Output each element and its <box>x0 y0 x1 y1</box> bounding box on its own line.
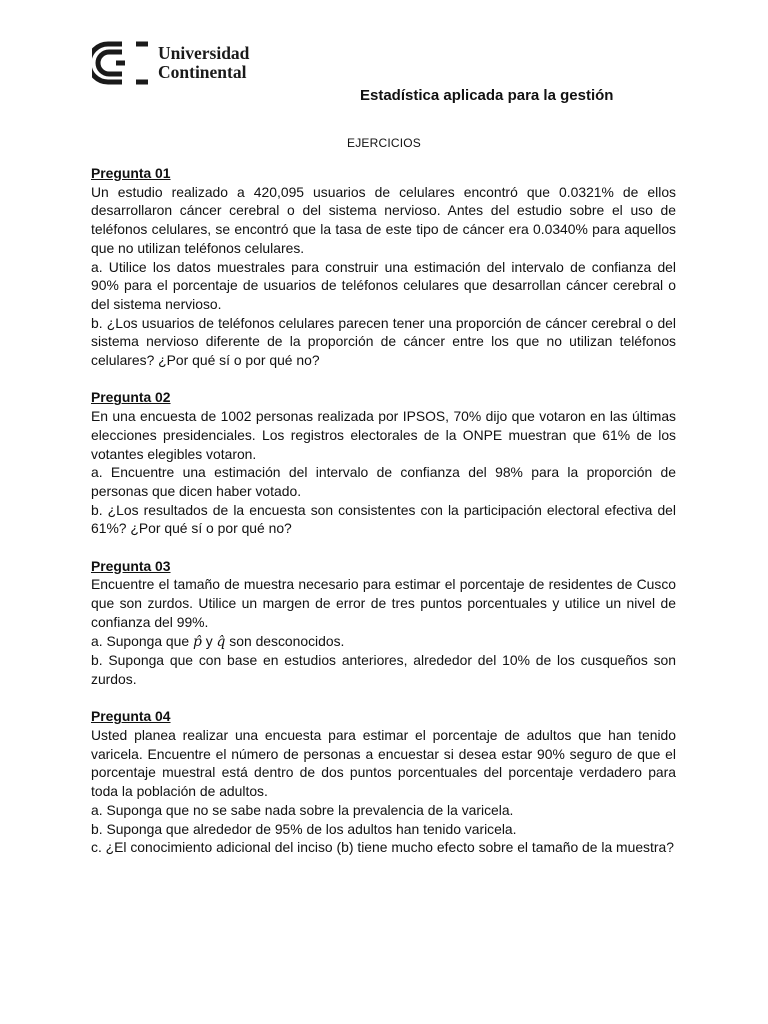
question-body <box>91 407 676 538</box>
p-hat-symbol: p̂ <box>192 633 202 650</box>
question-body <box>91 575 676 688</box>
question-paragraph: Un estudio realizado a 420,095 usuarios de celulares encontró que 0.0321% de ellos desarrollaron cáncer cerebral o del sistema nervioso. Antes del estudio sobre el uso de teléfonos celulares, se encontró que la tasa de este tipo de cáncer era 0.0340% para aquellos que no utilizan teléfonos celulares. <box>91 183 676 256</box>
question-item-a <box>91 632 676 652</box>
question-item-b: b. ¿Los resultados de la encuesta son consistentes con la participación electoral efectiva del 61%? ¿Por qué sí o por qué no? <box>91 501 676 537</box>
question-body <box>91 726 676 857</box>
document-subtitle: EJERCICIOS <box>346 136 421 150</box>
course-title: Estadística aplicada para la gestión <box>360 87 614 104</box>
question-item-a: a. Suponga que no se sabe nada sobre la prevalencia de la varicela. <box>91 801 514 818</box>
question-paragraph: Usted planea realizar una encuesta para estimar el porcentaje de adultos que han tenido varicela. Encuentre el número de personas a encuestar si desea estar 90% seguro de que el porcentaje muestral está dentro de dos puntos porcentuales del porcentaje verdadero para toda la población de adultos. <box>91 727 676 800</box>
question-item-b: b. Suponga que con base en estudios anteriores, alrededor del 10% de los cusqueños son zurdos. <box>91 652 676 687</box>
logo-line-1: Universidad <box>158 43 250 63</box>
question-title: Pregunta 02 <box>91 389 171 406</box>
question-item-b: b. ¿Los usuarios de teléfonos celulares parecen tener una proporción de cáncer cerebral o del sistema nervioso diferente de la proporción de cáncer entre los que no utilizan teléfonos celulares? ¿Por qué sí o por qué no? <box>91 314 676 369</box>
exercise-list <box>91 164 676 876</box>
q-hat-symbol: q̂ <box>216 633 226 650</box>
question-paragraph: Encuentre el tamaño de muestra necesario para estimar el porcentaje de residentes de Cusco que son zurdos. Utilice un margen de error de tres puntos porcentuales y utilice un nivel de confianza del 99%. <box>91 576 676 630</box>
item-a-prefix: a. Suponga que <box>91 632 193 649</box>
continental-logo-icon <box>92 41 152 85</box>
question-paragraph: En una encuesta de 1002 personas realizada por IPSOS, 70% dijo que votaron en las últimas elecciones presidenciales. Los registros electorales de la ONPE muestran que 61% de los votantes elegibles votaron. <box>91 408 676 462</box>
question-item-a: a. Utilice los datos muestrales para construir una estimación del intervalo de confianza del 90% para el porcentaje de usuarios de teléfonos celulares que desarrollan cáncer cerebral o del sistema nervioso. <box>91 258 676 312</box>
logo-text <box>158 44 249 82</box>
question-body <box>91 183 676 370</box>
question-title: Pregunta 03 <box>91 557 171 574</box>
question-item-c: c. ¿El conocimiento adicional del inciso (b) tiene mucho efecto sobre el tamaño de la muestra? <box>91 839 674 856</box>
question-04 <box>91 707 676 857</box>
question-title: Pregunta 04 <box>91 708 171 725</box>
question-01 <box>91 164 676 370</box>
question-03 <box>91 557 676 689</box>
question-title: Pregunta 01 <box>91 165 171 181</box>
university-logo <box>92 41 249 85</box>
question-item-a: a. Encuentre una estimación del intervalo de confianza del 98% para la proporción de personas que dicen haber votado. <box>91 464 676 499</box>
item-a-conjunction: y <box>201 632 217 649</box>
question-02 <box>91 388 676 538</box>
item-a-suffix: son desconocidos. <box>225 632 345 649</box>
question-item-b: b. Suponga que alrededor de 95% de los adultos han tenido varicela. <box>91 820 517 837</box>
logo-line-2: Continental <box>158 62 247 82</box>
